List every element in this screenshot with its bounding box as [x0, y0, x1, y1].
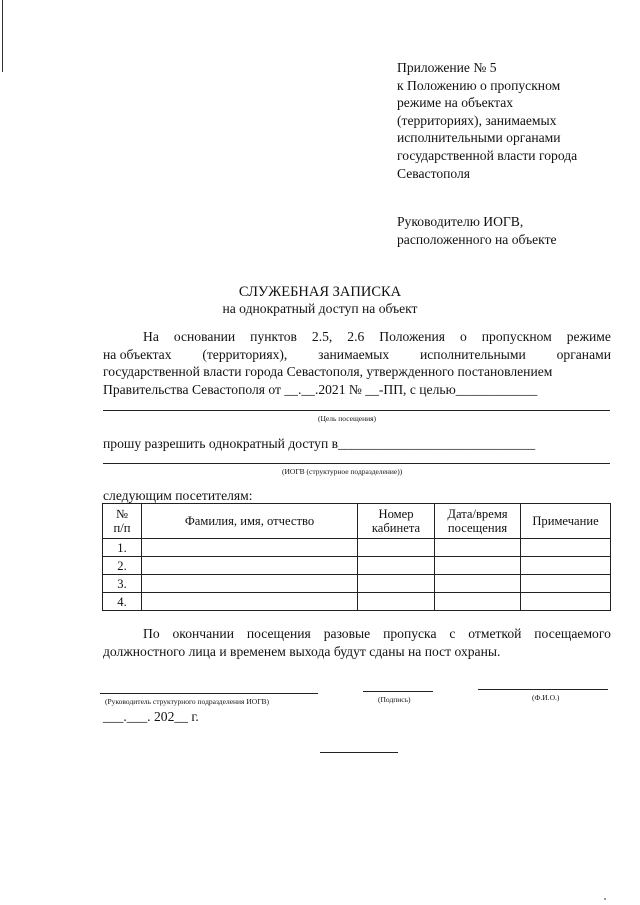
bottom-rule [320, 752, 398, 753]
appendix-reference [397, 59, 622, 182]
word: 2.6 [347, 329, 365, 344]
header-office: Номер кабинета [358, 504, 435, 539]
cell-note[interactable] [521, 593, 611, 611]
word: окончании [172, 626, 234, 641]
word: пунктов [250, 329, 297, 344]
visitors-intro: следующим посетителям: [103, 488, 253, 503]
word: посещения [246, 626, 311, 641]
document-subtitle: на однократный доступ на объект [222, 301, 418, 316]
basis-line-4: Правительства Севастополя от __.__.2021 № __-ПП, с целью____________ [103, 381, 538, 397]
cell-full-name[interactable] [142, 557, 358, 575]
header-full-name: Фамилия, имя, отчество [142, 504, 358, 539]
closing-line-1 [103, 625, 611, 643]
basis-line-1 [103, 328, 611, 346]
closing-paragraph [103, 625, 611, 661]
word: исполнительными [420, 346, 526, 362]
appendix-line: Севастополя [397, 165, 471, 181]
addressee-line: расположенного на объекте [397, 232, 557, 247]
appendix-line: (территориях), занимаемых [397, 112, 557, 128]
cell-datetime[interactable] [435, 575, 521, 593]
addressee-line: Руководителю ИОГВ, [397, 214, 524, 229]
word: На [143, 329, 159, 344]
cell-note[interactable] [521, 575, 611, 593]
cell-number: 2. [103, 557, 142, 575]
cell-datetime[interactable] [435, 539, 521, 557]
addressee-block [397, 213, 557, 249]
iogv-caption: (ИОГВ (структурное подразделение)) [282, 467, 403, 476]
word: отметкой [468, 626, 522, 641]
purpose-caption: (Цель посещения) [318, 414, 377, 423]
word: режиме [566, 329, 611, 344]
table-row [103, 539, 611, 557]
purpose-underline[interactable] [103, 410, 610, 411]
header-number: № п/п [103, 504, 142, 539]
word: занимаемых [318, 346, 390, 362]
cell-number: 1. [103, 539, 142, 557]
basis-line-2 [103, 346, 611, 364]
head-caption: (Руководитель структурного подразделения ИОГВ) [105, 697, 270, 706]
word: По [143, 626, 160, 641]
visitors-table [102, 503, 611, 611]
cell-number: 3. [103, 575, 142, 593]
cell-full-name[interactable] [142, 539, 358, 557]
signature-caption: (Подпись) [378, 695, 411, 704]
word: разовые [323, 626, 371, 641]
document-title: СЛУЖЕБНАЯ ЗАПИСКА [238, 284, 402, 300]
appendix-line: к Положению о пропускном [397, 77, 561, 93]
appendix-line: Приложение № 5 [397, 60, 497, 75]
header-note: Примечание [521, 504, 611, 539]
cell-full-name[interactable] [142, 575, 358, 593]
cell-office[interactable] [358, 593, 435, 611]
cell-full-name[interactable] [142, 593, 358, 611]
cell-note[interactable] [521, 539, 611, 557]
word: пропуска [383, 626, 437, 641]
table-row [103, 575, 611, 593]
full-name-caption: (Ф.И.О.) [532, 693, 560, 702]
word: на объектах [103, 346, 172, 362]
cell-office[interactable] [358, 575, 435, 593]
cell-note[interactable] [521, 557, 611, 575]
table-header-row [103, 504, 611, 539]
word: 2.5, [311, 329, 333, 344]
word: органами [556, 346, 611, 362]
word: с [449, 626, 456, 641]
word: посещаемого [534, 626, 611, 641]
word: о [459, 329, 467, 344]
closing-line-2: должностного лица и временем выхода будут сданы на пост охраны. [103, 644, 501, 659]
table-row [103, 593, 611, 611]
word: Положения [379, 329, 445, 344]
scan-edge-mark [2, 0, 3, 72]
word: пропускном [481, 329, 552, 344]
word: (территориях), [202, 346, 288, 362]
appendix-line: исполнительными органами [397, 130, 561, 146]
table-row [103, 557, 611, 575]
appendix-line: государственной власти города [397, 147, 578, 163]
signature-underline[interactable] [363, 691, 433, 692]
appendix-line: режиме на объектах [397, 95, 514, 111]
cell-datetime[interactable] [435, 557, 521, 575]
cell-number: 4. [103, 593, 142, 611]
basis-paragraph [103, 328, 611, 398]
full-name-underline[interactable] [478, 689, 608, 690]
iogv-underline[interactable] [103, 463, 610, 464]
request-text: прошу разрешить однократный доступ в_____________________________ [103, 436, 536, 451]
date-line[interactable]: ___.___. 202__ г. [103, 709, 199, 724]
word: основании [173, 329, 236, 344]
cell-office[interactable] [358, 557, 435, 575]
cell-datetime[interactable] [435, 593, 521, 611]
header-datetime: Дата/время посещения [435, 504, 521, 539]
basis-line-3: государственной власти города Севастополя, утвержденного постановлением [103, 364, 553, 379]
head-signature-underline[interactable] [100, 693, 318, 694]
scan-speck [604, 898, 606, 900]
cell-office[interactable] [358, 539, 435, 557]
